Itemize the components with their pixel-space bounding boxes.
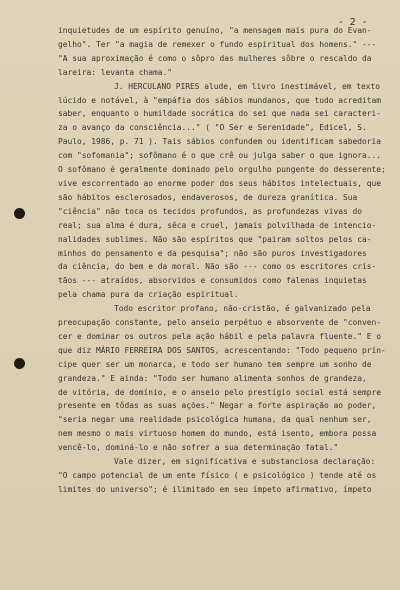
text-line: "O campo potencial de um ente físico ( e psicológico ) tende até os [58,471,377,480]
text-line: "seria negar uma realidade psicológica humana, da qual nenhum ser, [58,415,372,425]
text-line: Vale dizer, em significativa e substanciosa declaração: [114,457,376,467]
text-line: lúcido e notável, à "empáfia dos sábios mundanos, que tudo acreditam [58,95,382,105]
text-line: nem mesmo o mais virtuoso homem do mundo, está isento, embora possa [58,429,377,439]
text-line: preocupação constante, pelo anseio perpétuo e absorvente de "conven- [58,318,382,328]
punch-hole [14,208,25,219]
text-line: inquietudes de um espírito genuíno, "a mensagem mais pura do Evan- [58,26,372,35]
text-line: gelho". Ter "a magia de remexer o fundo espiritual dos homens." --- [58,39,377,49]
text-line: com "sofomania"; sofômano é o que crê ou julga saber o que ignora... [58,151,382,161]
text-line: real; sua alma é dura, sêca e cruel, jamais polvilhada de intencio- [58,220,377,230]
text-line: lareira: levanta chama." [58,67,173,77]
text-line: cer e dominar os outros pela ação hábil e pela palavra fluente." E o [58,331,382,341]
text-line: da ciência, do bem e da moral. Não são --- como os escritores cris- [58,262,377,272]
text-line: cipe quer ser um monarca, e todo ser humano tem sempre um sonho de [58,359,372,369]
text-line: que diz MÁRIO FERREIRA DOS SANTOS, acrescentando: "Todo pequeno prín- [58,345,386,355]
text-line: Paulo, 1986, p. 71 ). Tais sábios confundem ou identificam sabedoria [58,137,382,147]
text-line: saber, enquanto o humildade socrática do sei que nada sei caracteri- [58,109,382,119]
text-line: Todo escritor profano, não-cristão, é galvanizado pela [114,304,371,314]
page-number: - 2 - [338,17,368,28]
text-line: O sofômano é geralmente dominado pelo orgulho pungente do desserente; [58,165,386,175]
text-line: grandeza." E ainda: "Todo ser humano alimenta sonhos de grandeza, [58,373,367,383]
text-line: limites do universo"; é ilimitado em seu ímpeto afirmativo, ímpeto [58,484,372,494]
text-line: "ciência" não toca os tecidos profundos, as profundezas vivas do [58,206,363,216]
text-line: pela chama pura da criação espiritual. [58,290,239,300]
typewritten-text [58,24,390,497]
text-line: minhos do pensamento e da pesquisa"; não são puros investigadores [58,248,367,258]
text-line: J. HERCULANO PIRES alude, em livro inestimável, em texto [114,81,381,91]
text-line: vencê-lo, dominá-lo e não sofrer a sua determinação fatal." [58,443,339,453]
text-line: nalidades sublimes. Não são espíritos que "pairam soltos pelos ca- [58,234,372,244]
punch-hole [14,358,25,369]
text-line: "A sua aproximação é como o sôpro das mulheres sôbre o rescaldo da [58,53,372,63]
text-line: são hábitos esclerosados, endaverosos, de dureza granítica. Sua [58,192,358,202]
text-line: de vitória, de domínio, e o anseio pelo prestígio social está sempre [58,387,382,397]
text-line: tãos --- atraídos, absorvidos e consumidos como falenas inquietas [58,276,367,286]
text-line: presente em tôdas as suas ações." Negar a forte aspiração ao poder, [58,401,377,411]
text-line: vive escorrentado ao enorme poder dos seus hábitos intelectuais, que [58,178,382,188]
text-line: za o avanço da consciência..." ( "O Ser e Serenidade", Edicel, S. [58,123,367,133]
